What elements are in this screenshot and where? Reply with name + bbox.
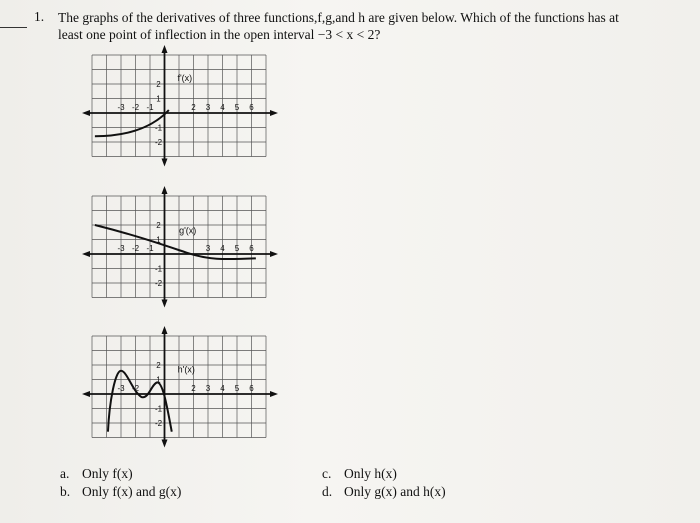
x-tick-label: 6 <box>249 103 254 112</box>
x-tick-label: -3 <box>117 103 125 112</box>
x-tick-label: 5 <box>234 103 240 112</box>
x-axis-arrow-left <box>82 391 90 397</box>
x-tick-label: -3 <box>117 244 125 253</box>
y-tick-label: 2 <box>156 221 161 230</box>
x-tick-label: 3 <box>205 384 211 393</box>
graph-h-prime <box>80 326 280 464</box>
x-axis-arrow-right <box>270 110 278 116</box>
y-tick-label: -1 <box>154 264 163 274</box>
y-axis-arrow-down <box>162 440 168 448</box>
x-axis-arrow-right <box>270 391 278 397</box>
y-axis-arrow-up <box>162 45 168 53</box>
y-tick-label: 1 <box>156 235 161 245</box>
choice-b-letter: b. <box>60 484 71 499</box>
question-number: 1. <box>34 9 45 24</box>
curve-h-prime <box>108 371 172 432</box>
x-axis-arrow-left <box>82 110 90 116</box>
x-tick-label: 2 <box>191 384 196 393</box>
graph-f-prime <box>80 45 280 183</box>
x-tick-label: -2 <box>131 384 140 393</box>
y-tick-label: 1 <box>156 94 161 104</box>
question-line-1: The graphs of the derivatives of three functions,f,g,and h are given below. Which of the functions has at <box>58 10 619 25</box>
choice-a-text: Only f(x) <box>82 466 133 481</box>
x-tick-label: 4 <box>220 384 225 393</box>
y-tick-label: -1 <box>154 123 163 133</box>
question-text <box>58 9 678 43</box>
y-tick-label: -2 <box>154 419 163 428</box>
y-tick-label: 2 <box>156 80 161 89</box>
y-axis-arrow-down <box>162 300 168 308</box>
y-tick-label: 2 <box>156 361 161 370</box>
x-axis-arrow-left <box>82 251 90 257</box>
choice-b-text: Only f(x) and g(x) <box>82 484 182 499</box>
x-tick-label: -3 <box>117 384 125 393</box>
choice-d[interactable] <box>322 484 446 500</box>
choice-c-letter: c. <box>322 466 332 481</box>
x-axis-arrow-right <box>270 251 278 257</box>
x-tick-label: 4 <box>220 103 225 112</box>
question-line-2: least one point of inflection in the open interval −3 < x < 2? <box>58 27 381 42</box>
x-tick-label: 3 <box>205 103 211 112</box>
x-tick-label: 6 <box>249 384 254 393</box>
y-axis-arrow-up <box>162 326 168 334</box>
x-tick-label: 2 <box>191 103 196 112</box>
choice-b[interactable] <box>60 484 181 500</box>
y-axis-arrow-down <box>162 159 168 167</box>
y-tick-label: -2 <box>154 279 163 288</box>
x-tick-label: -1 <box>146 103 154 112</box>
y-axis-arrow-up <box>162 186 168 194</box>
choice-a[interactable] <box>60 466 133 482</box>
y-tick-label: -1 <box>154 404 163 414</box>
x-tick-label: 6 <box>249 244 254 253</box>
choice-c-text: Only h(x) <box>344 466 397 481</box>
x-tick-label: 5 <box>234 244 240 253</box>
x-tick-label: -2 <box>131 103 140 112</box>
graph-g-svg <box>80 186 280 324</box>
choice-a-letter: a. <box>60 466 70 481</box>
x-tick-label: -2 <box>131 244 140 253</box>
x-tick-label: 5 <box>234 384 240 393</box>
graph-g-prime <box>80 186 280 324</box>
graph-label-f: f'(x) <box>177 73 193 84</box>
y-tick-label: 1 <box>156 375 161 385</box>
choice-c[interactable] <box>322 466 397 482</box>
graph-label-h: h'(x) <box>177 364 195 375</box>
x-tick-label: 3 <box>205 244 211 253</box>
graph-h-svg <box>80 326 280 464</box>
choice-d-letter: d. <box>322 484 333 499</box>
answer-blank-line <box>0 27 27 28</box>
graph-f-svg <box>80 45 280 183</box>
choice-d-text: Only g(x) and h(x) <box>344 484 446 499</box>
y-tick-label: -2 <box>154 138 163 147</box>
x-tick-label: 4 <box>220 244 225 253</box>
x-tick-label: -1 <box>146 244 154 253</box>
graph-label-g: g'(x) <box>179 225 197 236</box>
